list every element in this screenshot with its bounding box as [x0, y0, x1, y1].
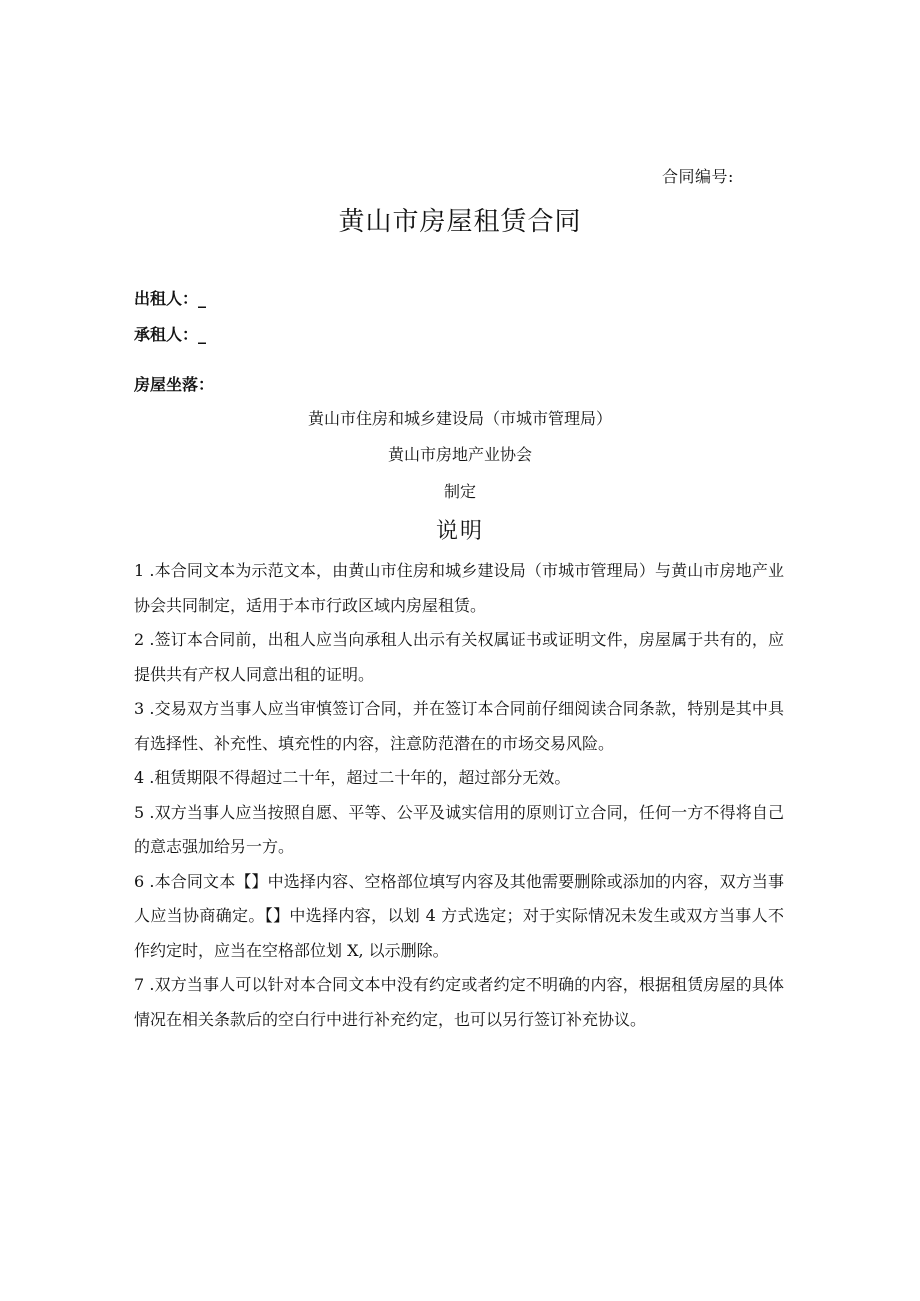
note-item-5: 5 .双方当事人应当按照自愿、平等、公平及诚实信用的原则订立合同，任何一方不得将自己的意志强加给另一方。: [134, 802, 784, 856]
notes-title: 说明: [435, 519, 484, 544]
notes-list: [134, 554, 784, 1037]
lessee-field: 承租人：_: [134, 325, 207, 344]
note-item-1: 1 .本合同文本为示范文本，由黄山市住房和城乡建设局（市城市管理局）与黄山市房地产业协会共同制定，适用于本市行政区域内房屋租赁。: [134, 561, 784, 615]
note-item-7: 7 .双方当事人可以针对本合同文本中没有约定或者约定不明确的内容，根据租赁房屋的具体情况在相关条款后的空白行中进行补充约定，也可以另行签订补充协议。: [134, 975, 784, 1029]
issuer-formulated-label: 制定: [443, 482, 476, 501]
issuer-real-estate-association: 黄山市房地产业协会: [387, 445, 532, 464]
property-location-field: 房屋坐落：: [134, 375, 215, 394]
note-item-2: 2 .签订本合同前，出租人应当向承租人出示有关权属证书或证明文件，房屋属于共有的，应提供共有产权人同意出租的证明。: [134, 630, 784, 684]
document-title: 黄山市房屋租赁合同: [338, 207, 582, 237]
contract-number-label: 合同编号:: [662, 167, 734, 186]
note-item-6: 6 .本合同文本【】中选择内容、空格部位填写内容及其他需要删除或添加的内容，双方当事人应当协商确定。【】中选择内容，以划 4 方式选定；对于实际情况未发生或双方当事人不作约定时，应当在空格部位划 X, 以示删除。: [134, 871, 784, 960]
lessor-field: 出租人：_: [134, 289, 207, 308]
issuer-housing-bureau: 黄山市住房和城乡建设局（市城市管理局）: [307, 409, 612, 428]
note-item-3: 3 .交易双方当事人应当审慎签订合同，并在签订本合同前仔细阅读合同条款，特别是其中具有选择性、补充性、填充性的内容，注意防范潜在的市场交易风险。: [134, 699, 784, 753]
note-item-4: 4 .租赁期限不得超过二十年，超过二十年的，超过部分无效。: [134, 768, 571, 787]
